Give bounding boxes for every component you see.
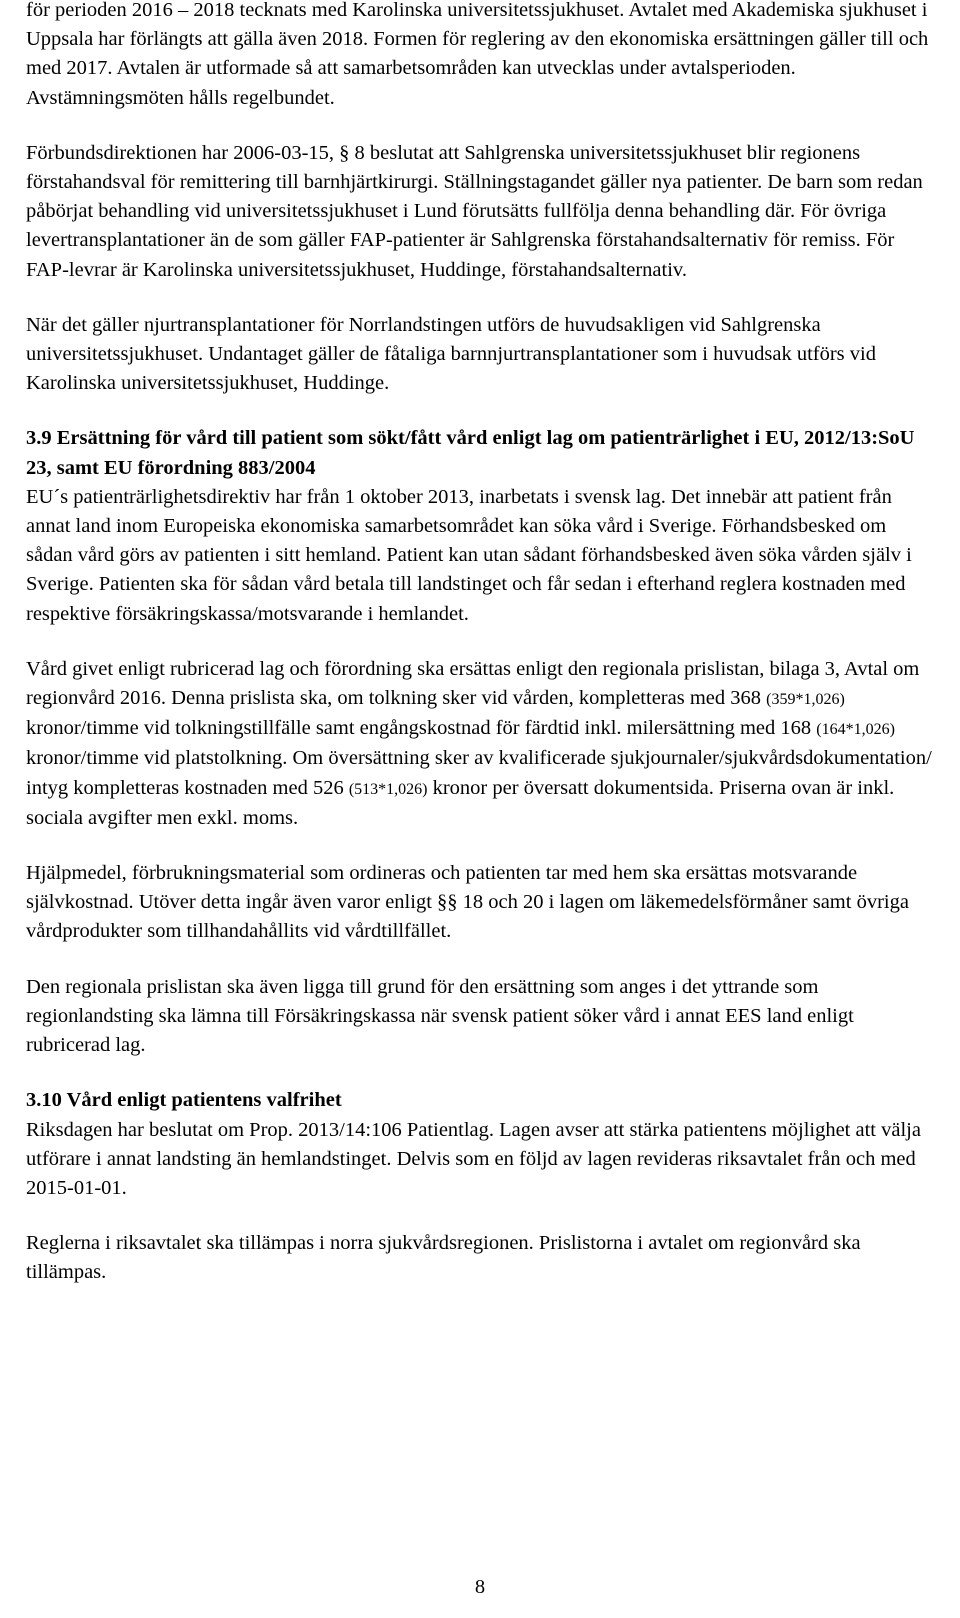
price-formula-1: (359*1,026)	[766, 691, 845, 709]
paragraph-price-list	[26, 655, 938, 833]
section-heading-3-10: 3.10 Vård enligt patientens valfrihet	[26, 1089, 342, 1112]
page-number: 8	[474, 1576, 486, 1598]
paragraph-aids-materials: Hjälpmedel, förbrukningsmaterial som ordineras och patienten tar med hem ska ersättas motsvarande självkostnad. Utöver detta ingår även varor enligt §§ 18 och 20 i lagen om läkemedelsförmåner samt övriga vårdprodukter som tillhandahållits vid vårdtillfället.	[26, 862, 909, 943]
price-text-c: kronor/timme vid platstolkning. Om översättning sker av kvalificerade sjukjournaler/sjukvårdsdokumentation/ intyg kompletteras kostnaden med 526	[26, 747, 932, 799]
paragraph-pediatric-heart-surgery: Förbundsdirektionen har 2006-03-15, § 8 beslutat att Sahlgrenska universitetssjukhuset blir regionens förstahandsval för remittering till barnhjärtkirurgi. Ställningstagandet gäller nya patienter. De barn som redan påbörjat behandling vid universitetssjukhuset i Lund förutsätts fullfölja denna behandling där. För övriga levertransplantationer än de som gäller FAP-patienter är Sahlgrenska förstahandsalternativ för remiss. För FAP-levrar är Karolinska universitetssjukhuset, Huddinge, förstahandsalternativ.	[26, 141, 923, 281]
paragraph-regional-price-list: Den regionala prislistan ska även ligga till grund för den ersättning som anges i det yttrande som regionlandsting ska lämna till Försäkringskassa när svensk patient söker vård i annat EES land enligt rubricerad lag.	[26, 975, 854, 1057]
price-text-d: kronor per översatt dokumentsida. Priserna ovan är inkl. sociala avgifter men exkl. moms.	[26, 776, 895, 829]
paragraph-agreements: för perioden 2016 – 2018 tecknats med Karolinska universitetssjukhuset. Avtalet med Akademiska sjukhuset i Uppsala har förlängts att gälla även 2018. Formen för reglering av den ekonomiska ersättningen gäller till och med 2017. Avtalen är utformade så att samarbetsområden kan utvecklas under avtalsperioden. Avstämningsmöten hålls regelbundet.	[26, 0, 929, 109]
price-formula-3: (513*1,026)	[348, 780, 428, 798]
price-text-b: kronor/timme vid tolkningstillfälle samt engångskostnad för färdtid inkl. milersättning med 168	[26, 717, 817, 740]
price-formula-2: (164*1,026)	[816, 721, 895, 739]
paragraph-patient-law: Riksdagen har beslutat om Prop. 2013/14:106 Patientlag. Lagen avser att stärka patientens möjlighet att välja utförare i annat landsting än hemlandstinget. Delvis som en följd av lagen revideras riksavtalet från och med 2015-01-01.	[26, 1118, 921, 1199]
paragraph-eu-directive: EU´s patienträrlighetsdirektiv har från 1 oktober 2013, inarbetats i svensk lag. Det innebär att patient från annat land inom Europeiska ekonomiska samarbetsområdet kan söka vård i Sverige. Förhandsbesked om sådan vård görs av patienten i sitt hemland. Patient kan utan sådant förhandsbesked även söka vården själv i Sverige. Patienten ska för sådan vård betala till landstinget och får sedan i efterhand reglera kostnaden med respektive försäkringskassa/motsvarande i hemlandet.	[26, 485, 912, 625]
paragraph-kidney-transplants: När det gäller njurtransplantationer för Norrlandstingen utförs de huvudsakligen vid Sahlgrenska universitetssjukhuset. Undantaget gäller de fåtaliga barnnjurtransplantationer som i huvudsak utförs vid Karolinska universitetssjukhuset, Huddinge.	[26, 313, 876, 395]
document-page	[26, 0, 938, 1288]
paragraph-national-agreement: Reglerna i riksavtalet ska tillämpas i norra sjukvårdsregionen. Prislistorna i avtalet om regionvård ska tillämpas.	[26, 1232, 861, 1284]
section-heading-3-9: 3.9 Ersättning för vård till patient som sökt/fått vård enligt lag om patienträrlighet i EU, 2012/13:SoU 23, samt EU förordning 883/2004	[26, 427, 915, 479]
price-text-a: Vård givet enligt rubricerad lag och förordning ska ersättas enligt den regionala prislistan, bilaga 3, Avtal om regionvård 2016. Denna prislista ska, om tolkning sker vid vården, kompletteras med 368	[26, 657, 920, 710]
